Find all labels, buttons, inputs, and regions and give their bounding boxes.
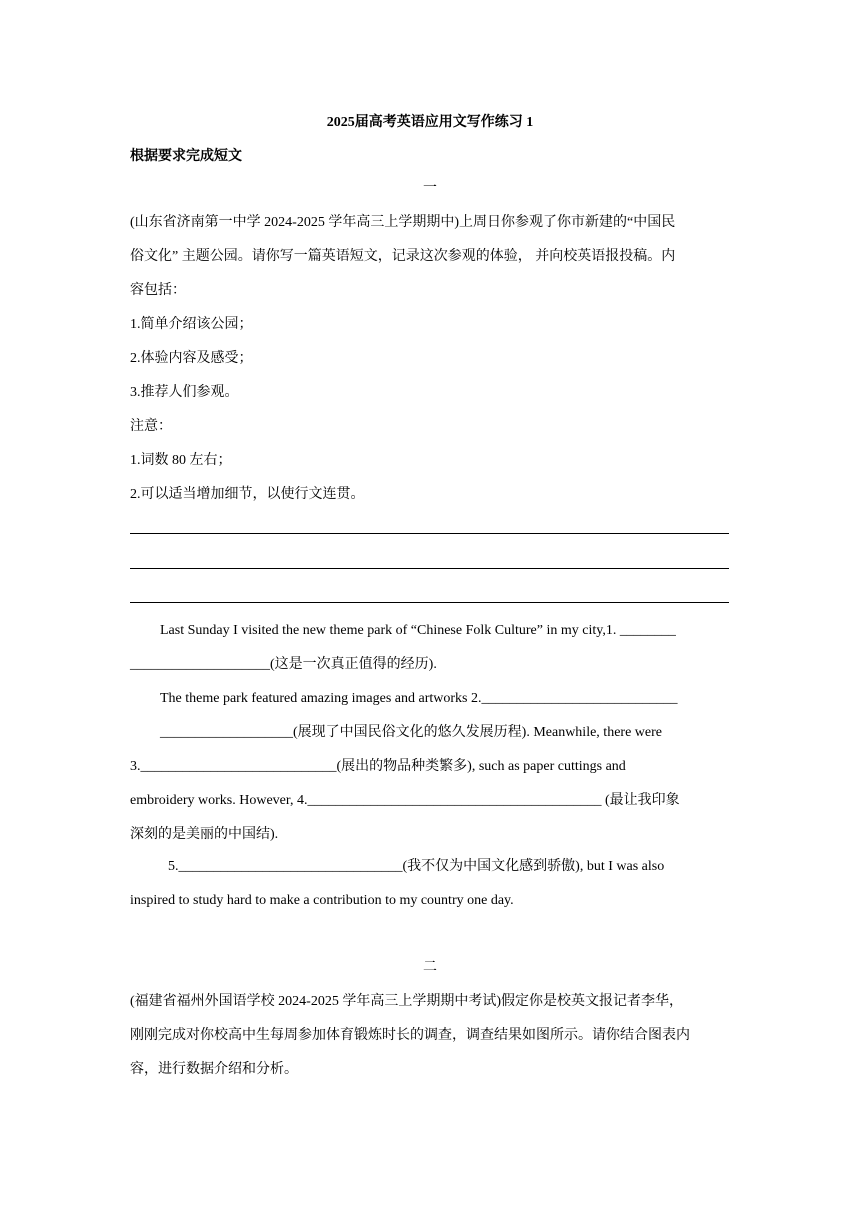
section-1-prompt-line-3: 容包括： [130,283,186,298]
passage-line-6: embroidery works. However, 4.__________________________________________ (最让我印象 [130,793,680,808]
note-item-2: 2.可以适当增加细节，以使行文连贯。 [130,487,365,502]
section-1-number: 一 [423,181,437,196]
answer-line-1[interactable] [130,533,729,534]
content-item-1: 1.简单介绍该公园； [130,317,253,332]
passage-line-1: Last Sunday I visited the new theme park of “Chinese Folk Culture” in my city,1. ________ [160,623,676,638]
section-1-prompt-line-1: (山东省济南第一中学 2024-2025 学年高三上学期期中)上周日你参观了你市新建的“中国民 [130,215,676,230]
instruction-heading: 根据要求完成短文 [130,149,242,164]
answer-line-2[interactable] [130,568,729,569]
passage-line-8: 5.________________________________(我不仅为中国文化感到骄傲), but I was also [168,859,665,874]
section-1-prompt-line-2: 俗文化” 主题公园。请你写一篇英语短文，记录这次参观的体验， 并向校英语报投稿。内 [130,249,676,264]
passage-line-3: The theme park featured amazing images and artworks 2.____________________________ [160,691,678,706]
passage-line-4: ___________________(展现了中国民俗文化的悠久发展历程). Meanwhile, there were [160,725,662,740]
answer-line-3[interactable] [130,602,729,603]
section-2-prompt-line-2: 刚刚完成对你校高中生每周参加体育锻炼时长的调查，调查结果如图所示。请你结合图表内 [130,1028,690,1043]
passage-line-5: 3.____________________________(展出的物品种类繁多), such as paper cuttings and [130,759,626,774]
content-item-2: 2.体验内容及感受； [130,351,253,366]
section-2-number: 二 [423,960,437,975]
note-item-1: 1.词数 80 左右； [130,453,232,468]
section-2-prompt-line-3: 容，进行数据介绍和分析。 [130,1062,298,1077]
passage-line-9: inspired to study hard to make a contribution to my country one day. [130,893,514,908]
passage-line-7: 深刻的是美丽的中国结). [130,827,279,842]
passage-line-2: ____________________(这是一次真正值得的经历). [130,657,437,672]
content-item-3: 3.推荐人们参观。 [130,385,239,400]
section-2-prompt-line-1: (福建省福州外国语学校 2024-2025 学年高三上学期期中考试)假定你是校英文报记者李华， [130,994,683,1009]
note-heading: 注意： [130,419,172,434]
document-title: 2025届高考英语应用文写作练习 1 [326,115,534,130]
